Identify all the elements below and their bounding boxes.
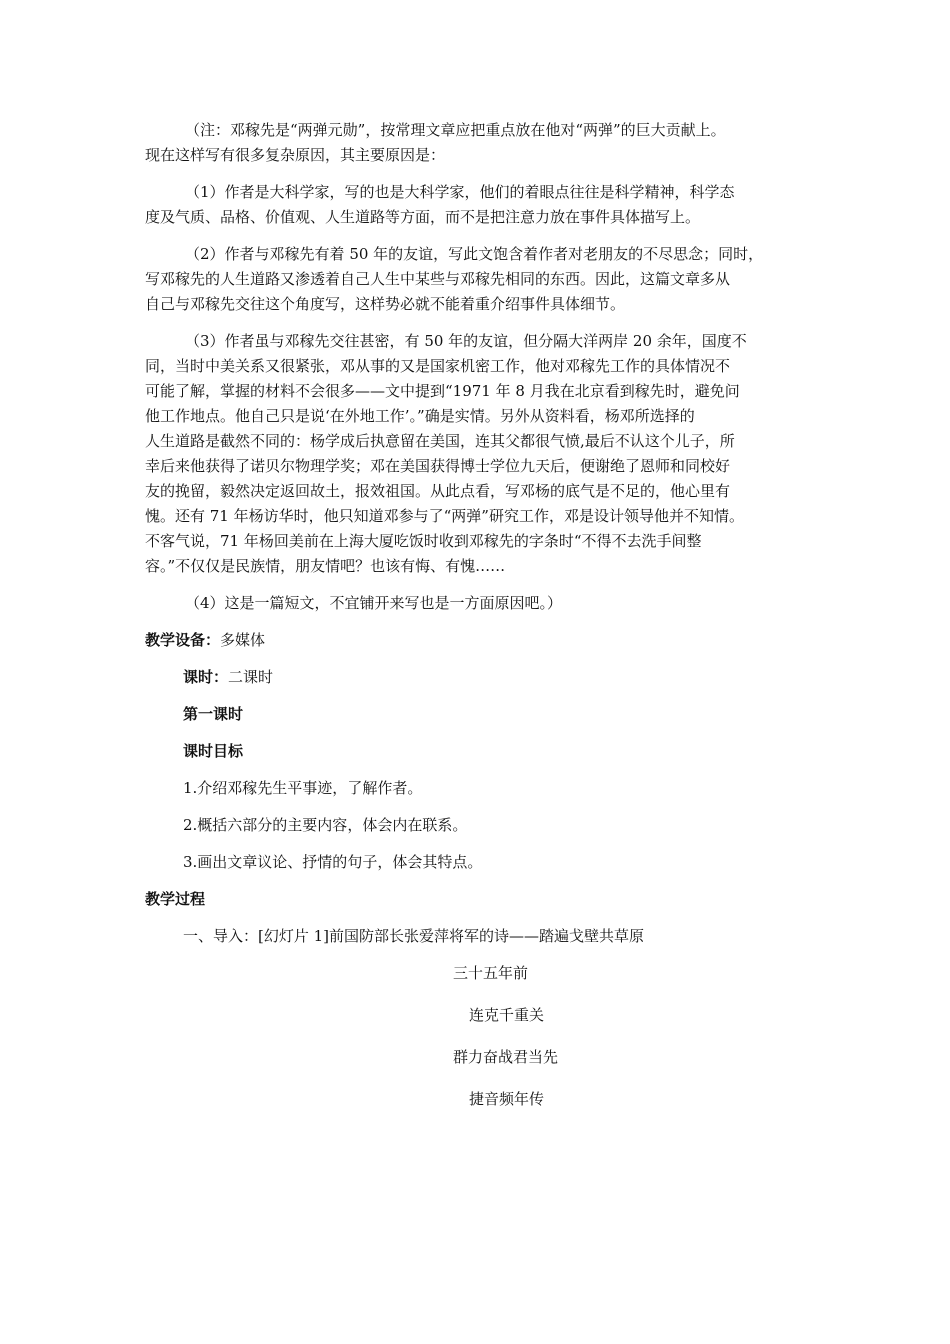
reason-3-line: 不客气说，71 年杨回美前在上海大厦吃饭时收到邓稼先的字条时“不得不去洗手间整 xyxy=(145,532,702,550)
reason-3-line: 人生道路是截然不同的：杨学成后执意留在美国，连其父都很气愤,最后不认这个儿子，所 xyxy=(145,432,735,450)
poem-line xyxy=(145,1087,805,1112)
objective-item: 1.介绍邓稼先生平事迹，了解作者。 xyxy=(183,779,423,797)
reason-1-line: 度及气质、品格、价值观、人生道路等方面，而不是把注意力放在事件具体描写上。 xyxy=(145,208,701,226)
poem-line xyxy=(145,961,805,986)
reason-3-line: 他工作地点。他自己只是说‘在外地工作’。”确是实情。另外从资料看，杨邓所选择的 xyxy=(145,407,695,425)
process-intro: 一、导入：[幻灯片 1]前国防部长张爱萍将军的诗——踏遍戈壁共草原 xyxy=(183,927,645,945)
poem-line-text: 群力奋战君当先 xyxy=(453,1048,559,1066)
first-period-heading: 第一课时 xyxy=(183,705,244,723)
reason-2-line: （2）作者与邓稼先有着 50 年的友谊，写此文饱含着作者对老朋友的不尽思念；同时， xyxy=(185,245,764,263)
reason-3-line: （3）作者虽与邓稼先交往甚密，有 50 年的友谊，但分隔大洋两岸 20 余年，国度不 xyxy=(185,332,747,350)
poem-line-text: 三十五年前 xyxy=(453,964,529,982)
reason-2 xyxy=(145,242,805,317)
reason-1-line: （1）作者是大科学家，写的也是大科学家，他们的着眼点往往是科学精神，科学态 xyxy=(185,183,735,201)
objectives-heading: 课时目标 xyxy=(183,742,244,760)
reason-3-line: 可能了解，掌握的材料不会很多——文中提到“1971 年 8 月我在北京看到稼先时，避免问 xyxy=(145,382,740,400)
reason-2-line: 写邓稼先的人生道路又渗透着自己人生中某些与邓稼先相同的东西。因此，这篇文章多从 xyxy=(145,270,731,288)
objective-item: 3.画出文章议论、抒情的句子，体会其特点。 xyxy=(183,853,483,871)
objective-item: 2.概括六部分的主要内容，体会内在联系。 xyxy=(183,816,468,834)
note-intro xyxy=(145,118,805,168)
equipment-label: 教学设备： xyxy=(145,631,221,649)
process-heading: 教学过程 xyxy=(145,890,206,908)
equipment xyxy=(145,628,805,653)
poem-line xyxy=(145,1003,805,1028)
reason-2-line: 自己与邓稼先交往这个角度写，这样势必就不能着重介绍事件具体细节。 xyxy=(145,295,626,313)
note-intro-line: 现在这样写有很多复杂原因，其主要原因是： xyxy=(145,146,446,164)
reason-3-line: 幸后来他获得了诺贝尔物理学奖；邓在美国获得博士学位九天后，便谢绝了恩师和同校好 xyxy=(145,457,731,475)
document-page xyxy=(145,118,805,1129)
reason-4: （4）这是一篇短文，不宜铺开来写也是一方面原因吧。） xyxy=(185,594,563,612)
periods-label: 课时： xyxy=(183,668,229,686)
reason-1 xyxy=(145,180,805,230)
reason-3-line: 同，当时中美关系又很紧张，邓从事的又是国家机密工作，他对邓稼先工作的具体情况不 xyxy=(145,357,731,375)
periods-value: 二课时 xyxy=(228,668,274,686)
equipment-value: 多媒体 xyxy=(220,631,266,649)
reason-3 xyxy=(145,329,805,579)
poem-line-text: 连克千重关 xyxy=(469,1006,545,1024)
reason-3-line: 容。”不仅仅是民族情，朋友情吧？也该有悔、有愧…… xyxy=(145,557,506,575)
poem-line xyxy=(145,1045,805,1070)
poem-line-text: 捷音频年传 xyxy=(469,1090,545,1108)
reason-3-line: 愧。还有 71 年杨访华时，他只知道邓参与了“两弹”研究工作，邓是设计领导他并不知情。 xyxy=(145,507,744,525)
periods xyxy=(145,665,805,690)
reason-3-line: 友的挽留，毅然决定返回故土，报效祖国。从此点看，写邓杨的底气是不足的，他心里有 xyxy=(145,482,731,500)
note-intro-line: （注：邓稼先是“两弹元勋”，按常理文章应把重点放在他对“两弹”的巨大贡献上。 xyxy=(185,121,726,139)
